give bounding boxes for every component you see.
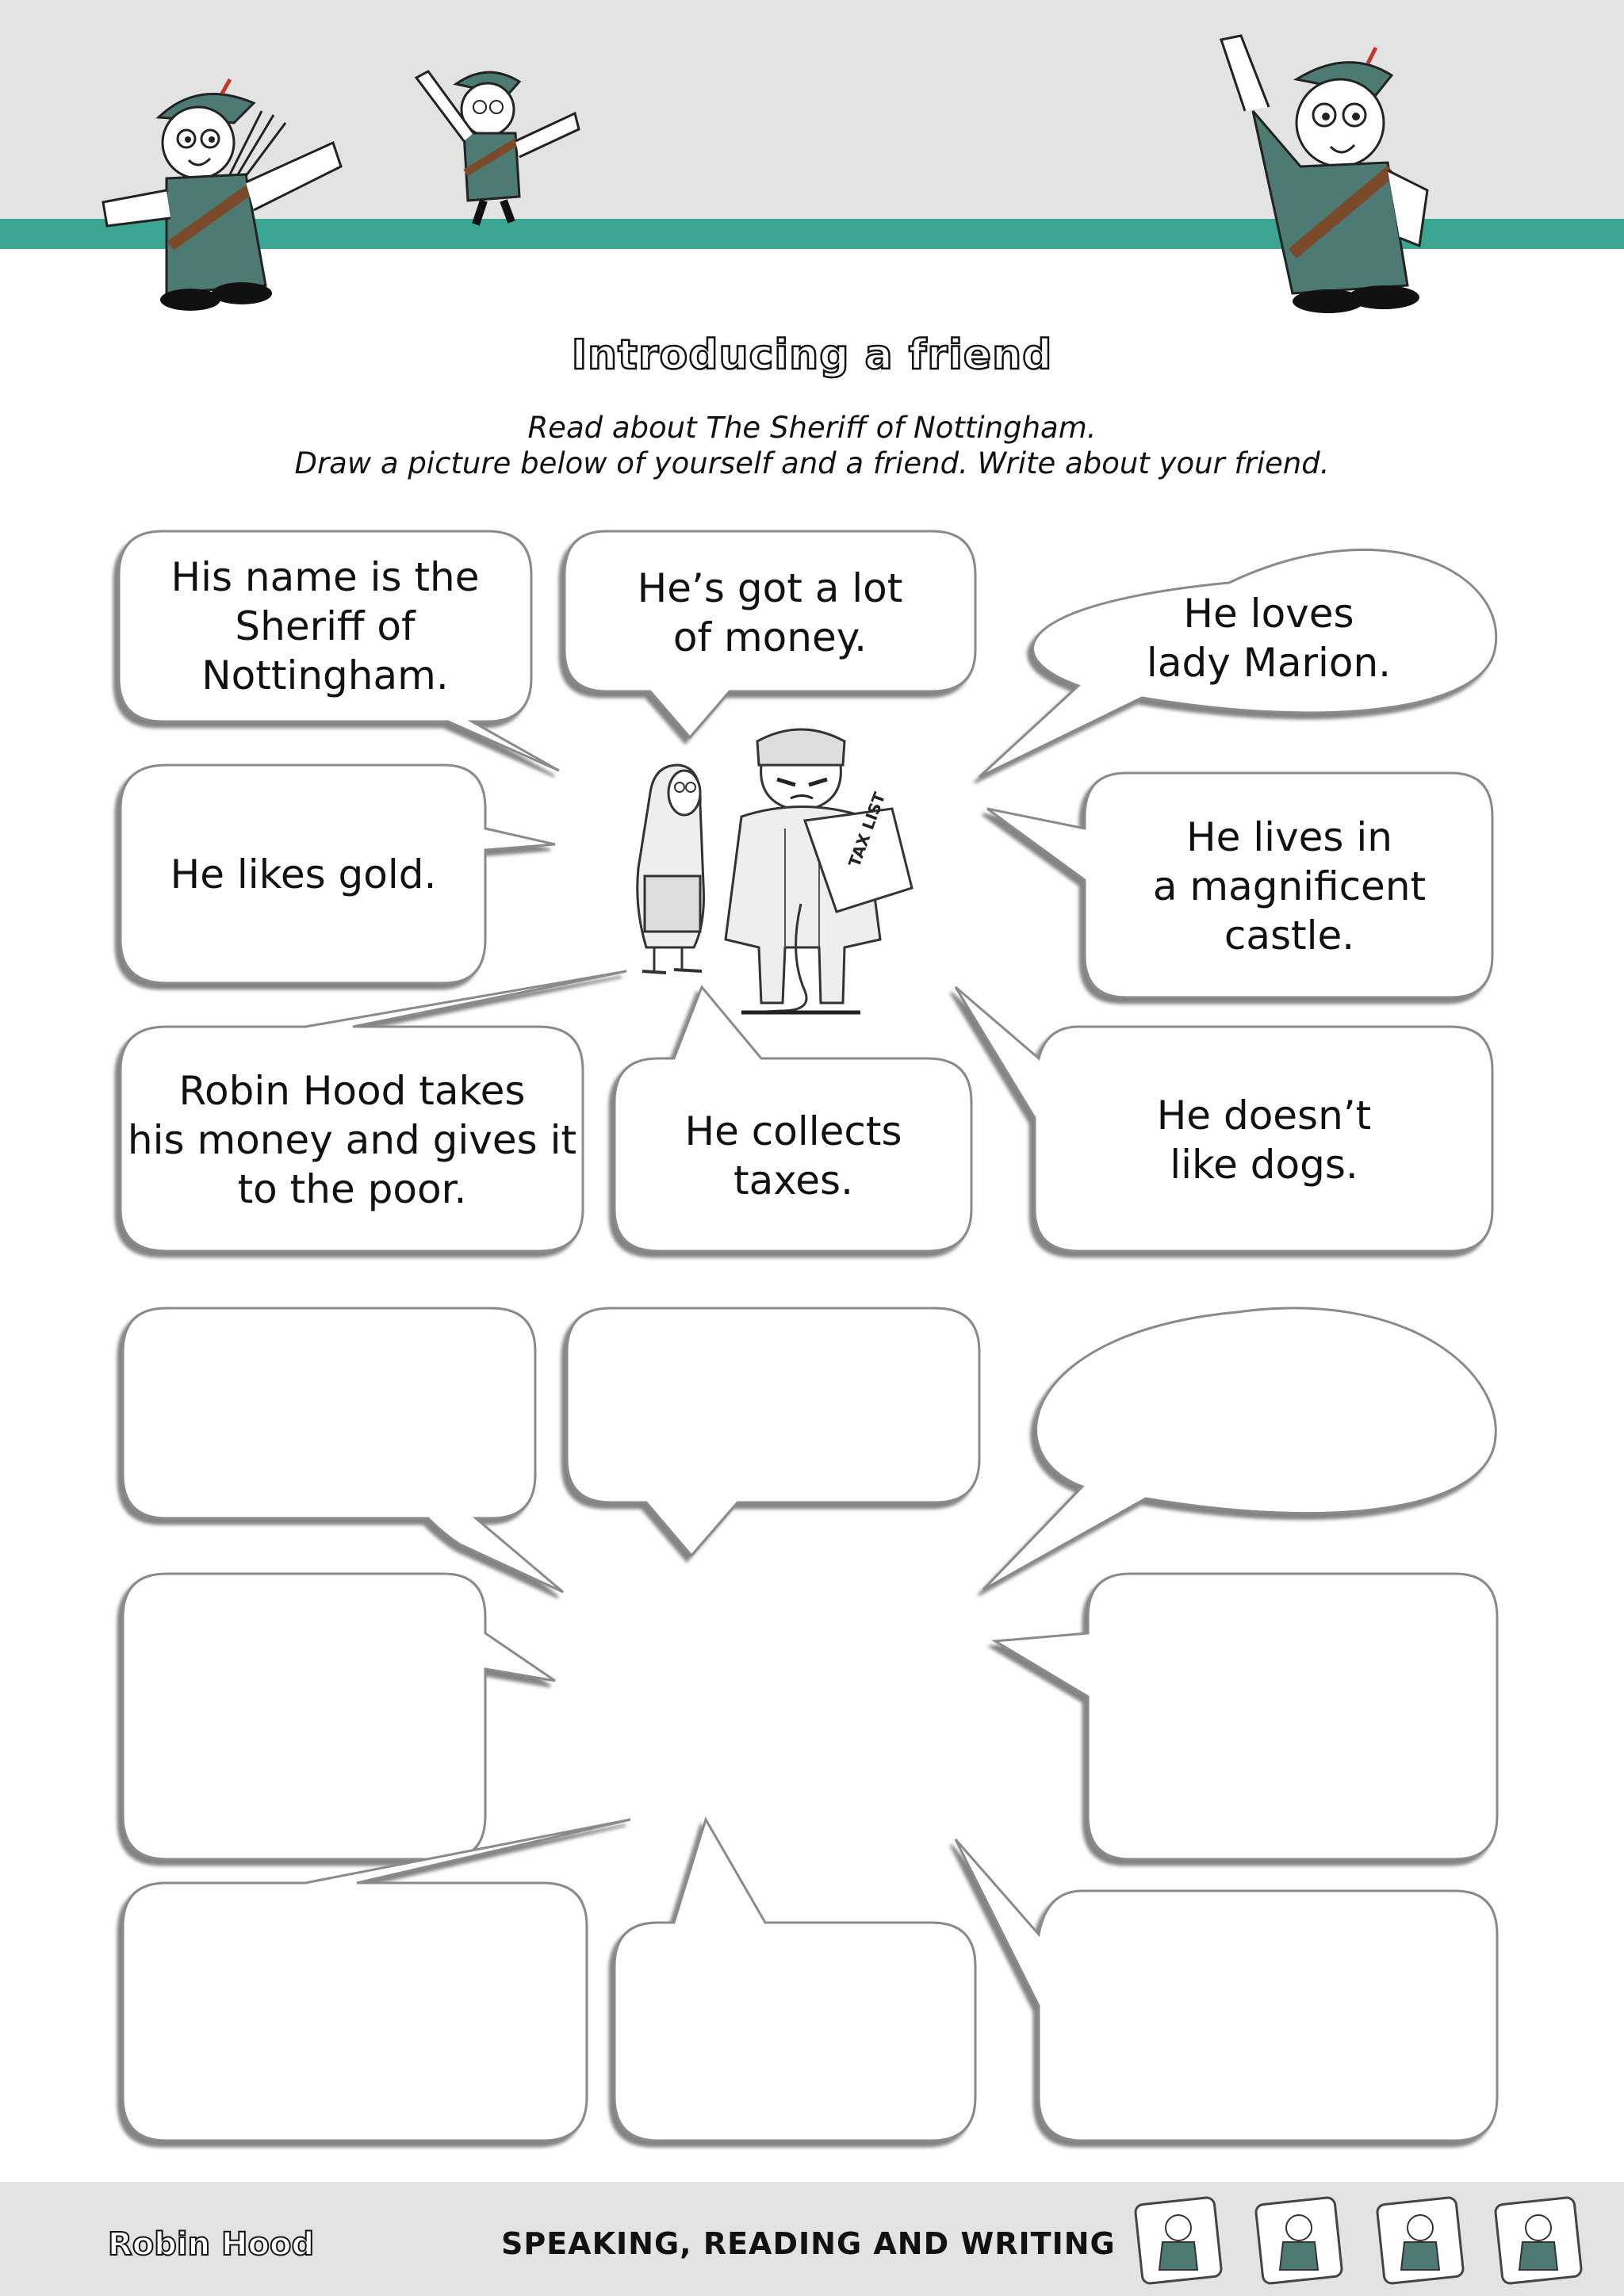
blank-bubble-5 <box>995 1574 1497 1859</box>
instruction-line-1: Read about The Sheriff of Nottingham. <box>527 411 1097 445</box>
footer-skills: SPEAKING, READING AND WRITING <box>501 2226 1116 2261</box>
bubble-dogs: He doesn’t like dogs. <box>1156 1092 1372 1188</box>
footer-tile-icon-2 <box>1253 2195 1346 2288</box>
blank-bubble-2 <box>567 1308 979 1556</box>
tax-list-label: TAX LIST <box>845 790 890 870</box>
bubble-robin: Robin Hood takes his money and gives it to the poor. <box>127 1067 577 1212</box>
bubble-loves: He loves lady Marion. <box>1146 591 1392 686</box>
bubble-money: He’s got a lot of money. <box>637 565 903 660</box>
instruction-line-2: Draw a picture below of yourself and a friend. Write about your friend. <box>294 446 1330 480</box>
blank-bubble-4 <box>123 1574 555 1859</box>
bubble-castle: He lives in a magnificent castle. <box>1152 813 1427 959</box>
bubble-taxes: He collects taxes. <box>684 1108 902 1203</box>
blank-bubble-3 <box>983 1308 1496 1590</box>
bubble-name: His name is the Sheriff of Nottingham. <box>170 554 480 698</box>
footer-brand: Robin Hood <box>108 2226 315 2263</box>
blank-bubble-7 <box>615 1820 975 2141</box>
footer-tile-icon-4 <box>1492 2195 1586 2288</box>
blank-bubble-8 <box>956 1839 1497 2141</box>
page-title: Introducing a friend <box>571 331 1053 379</box>
blank-bubble-6 <box>123 1820 630 2141</box>
footer-tile-icon-1 <box>1132 2195 1226 2288</box>
blank-bubble-1 <box>123 1308 563 1592</box>
sheriff-illustration <box>607 718 932 1019</box>
bubble-gold: He likes gold. <box>170 851 437 897</box>
footer-tile-icon-3 <box>1374 2195 1468 2288</box>
